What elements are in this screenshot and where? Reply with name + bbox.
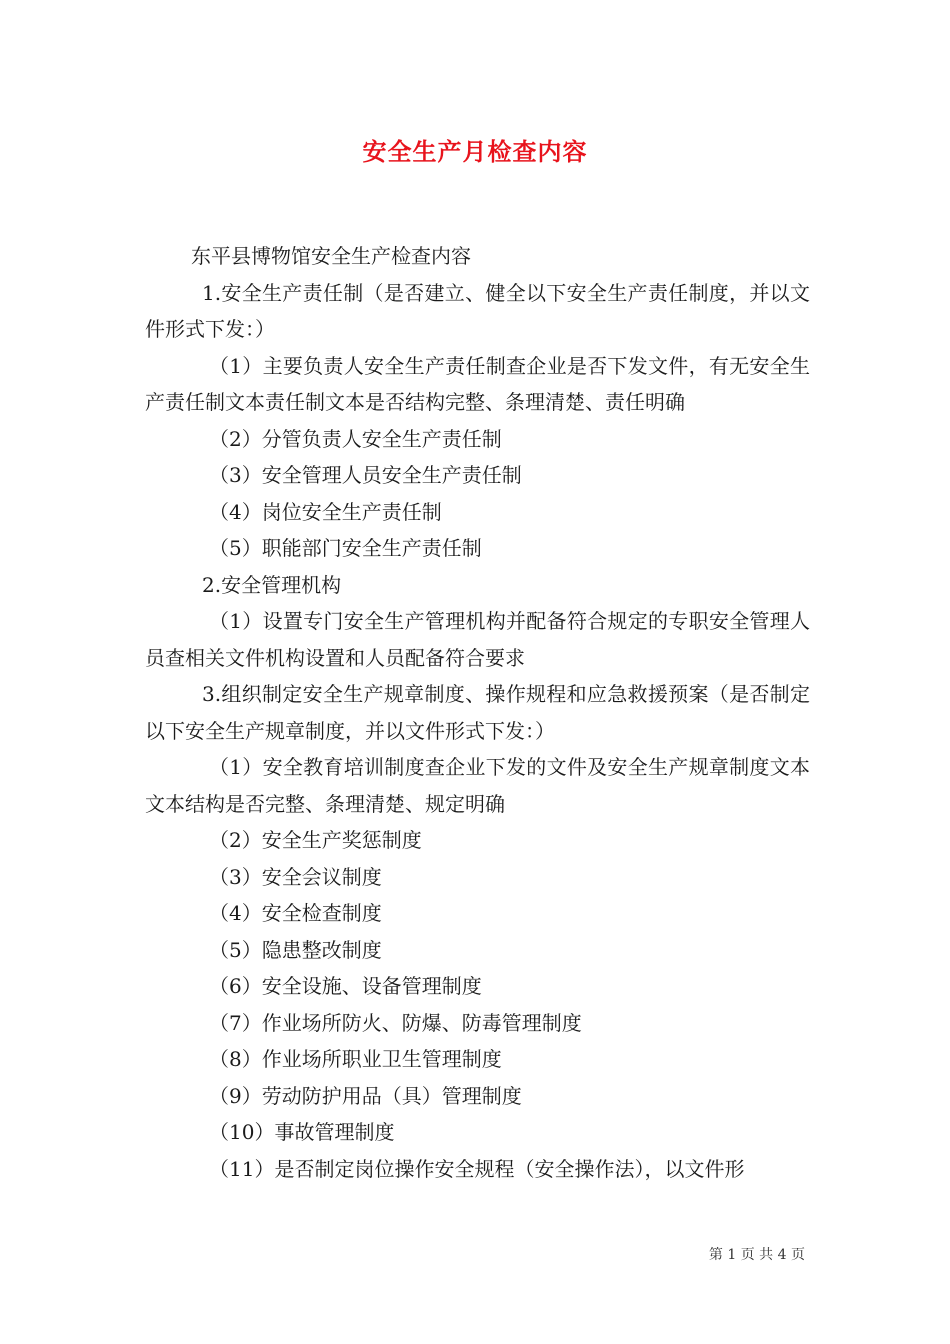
paragraph-museum-heading: 东平县博物馆安全生产检查内容: [191, 244, 471, 268]
document-title: 安全生产月检查内容: [362, 137, 588, 166]
document-body: [145, 238, 810, 1187]
paragraph-item-3-6: （6）安全设施、设备管理制度: [209, 974, 482, 998]
paragraph-section-1: 1.安全生产责任制（是否建立、健全以下安全生产责任制度，并以文件形式下发：）: [145, 280, 810, 341]
paragraph-item-1-5: （5）职能部门安全生产责任制: [209, 536, 482, 560]
paragraph-item-3-2: （2）安全生产奖惩制度: [209, 828, 422, 852]
paragraph-item-3-3: （3）安全会议制度: [209, 864, 382, 889]
paragraph-item-2-1: （1）设置专门安全生产管理机构并配备符合规定的专职安全管理人员查相关文件机构设置和人员配备符合要求: [145, 609, 810, 670]
paragraph-item-1-2: （2）分管负责人安全生产责任制: [209, 426, 502, 451]
paragraph-item-3-10: （10）事故管理制度: [209, 1120, 395, 1144]
paragraph-item-1-4: （4）岗位安全生产责任制: [209, 499, 442, 524]
paragraph-section-2: 2.安全管理机构: [202, 572, 342, 597]
paragraph-section-3: 3.组织制定安全生产规章制度、操作规程和应急救援预案（是否制定以下安全生产规章制度，并以文件形式下发：）: [145, 682, 810, 743]
paragraph-item-1-3: （3）安全管理人员安全生产责任制: [209, 463, 522, 487]
paragraph-item-3-7: （7）作业场所防火、防爆、防毒管理制度: [209, 1010, 582, 1035]
paragraph-item-3-4: （4）安全检查制度: [209, 901, 382, 925]
paragraph-item-3-11: （11）是否制定岗位操作安全规程（安全操作法），以文件形: [209, 1156, 745, 1181]
paragraph-item-3-9: （9）劳动防护用品（具）管理制度: [209, 1083, 522, 1108]
paragraph-item-3-8: （8）作业场所职业卫生管理制度: [209, 1047, 502, 1071]
paragraph-item-3-5: （5）隐患整改制度: [209, 937, 382, 962]
paragraph-item-3-1: （1）安全教育培训制度查企业下发的文件及安全生产规章制度文本文本结构是否完整、条理清楚、规定明确: [145, 755, 810, 816]
paragraph-item-1-1: （1）主要负责人安全生产责任制查企业是否下发文件，有无安全生产责任制文本责任制文本是否结构完整、条理清楚、责任明确: [145, 353, 810, 414]
page-number-footer: 第 1 页 共 4 页: [708, 1247, 805, 1263]
